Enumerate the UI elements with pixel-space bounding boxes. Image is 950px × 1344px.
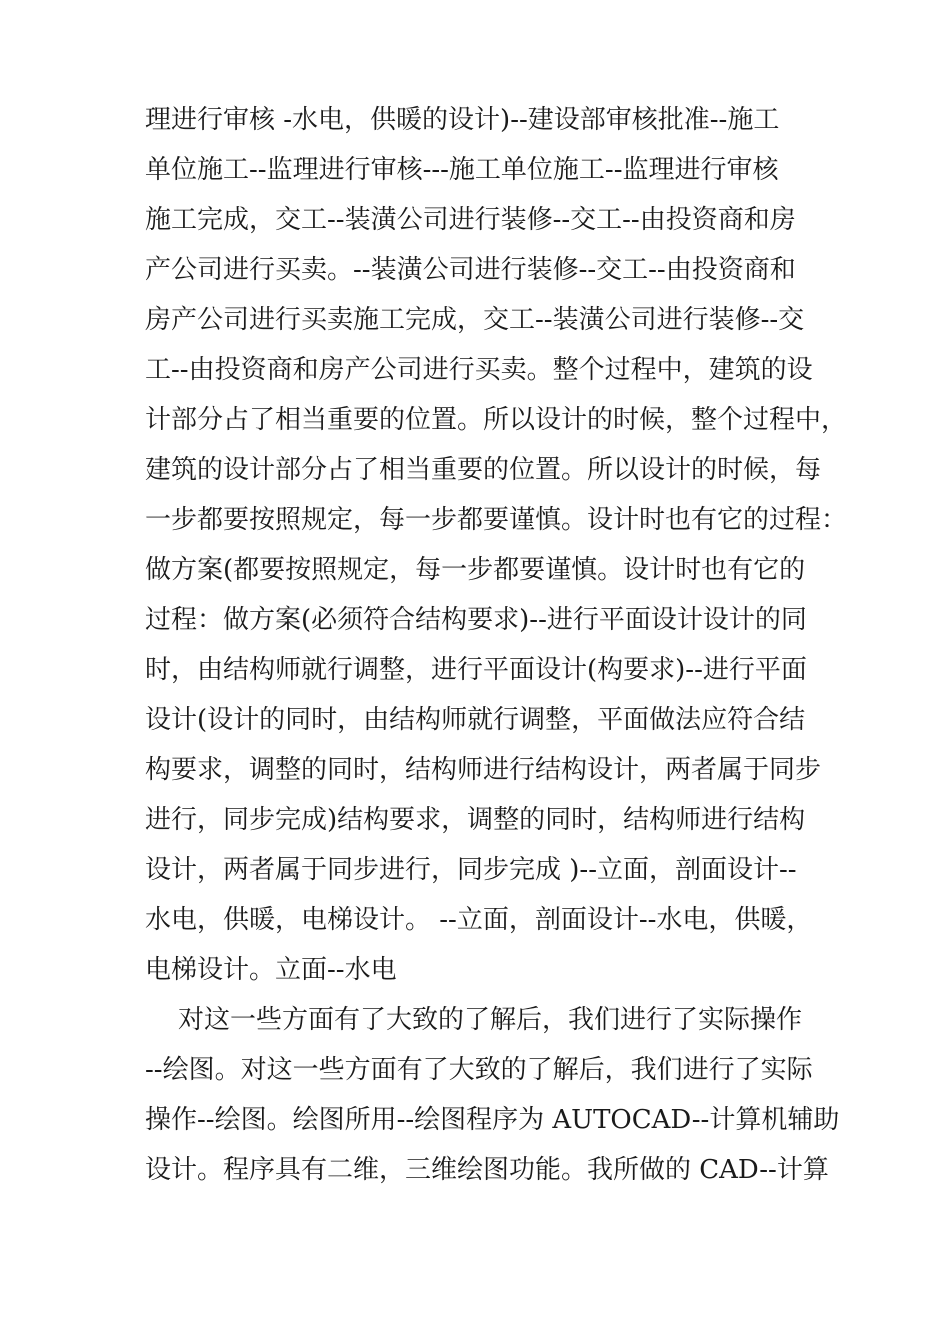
text-line: 建筑的设计部分占了相当重要的位置。所以设计的时候，每: [145, 455, 822, 485]
text-line: 进行，同步完成)结构要求，调整的同时，结构师进行结构: [145, 805, 806, 835]
text-line: 操作--绘图。绘图所用--绘图程序为 AUTOCAD--计算机辅助: [145, 1105, 840, 1135]
text-line: 做方案(都要按照规定，每一步都要谨慎。设计时也有它的: [145, 555, 806, 585]
text-line: --绘图。对这一些方面有了大致的了解后，我们进行了实际: [145, 1055, 813, 1085]
text-line: 产公司进行买卖。--装潢公司进行装修--交工--由投资商和: [145, 255, 796, 285]
text-line: 时，由结构师就行调整，进行平面设计(构要求)--进行平面: [145, 655, 807, 685]
text-line: 设计(设计的同时，由结构师就行调整，平面做法应符合结: [145, 705, 806, 735]
text-line: 工--由投资商和房产公司进行买卖。整个过程中，建筑的设: [145, 355, 813, 385]
text-line: 一步都要按照规定，每一步都要谨慎。设计时也有它的过程：: [145, 505, 848, 535]
text-line: 施工完成，交工--装潢公司进行装修--交工--由投资商和房: [145, 205, 796, 235]
text-line: 过程：做方案(必须符合结构要求)--进行平面设计设计的同: [145, 605, 807, 635]
text-line: 单位施工--监理进行审核---施工单位施工--监理进行审核: [145, 155, 779, 185]
text-line: 对这一些方面有了大致的了解后，我们进行了实际操作: [145, 1005, 803, 1035]
text-line: 设计，两者属于同步进行，同步完成 )--立面，剖面设计--: [145, 855, 797, 885]
text-line: 水电，供暖，电梯设计。 --立面，剖面设计--水电，供暖，: [145, 905, 813, 935]
text-line: 电梯设计。立面--水电: [145, 955, 397, 985]
text-line: 计部分占了相当重要的位置。所以设计的时候，整个过程中，: [145, 405, 848, 435]
text-line: 设计。程序具有二维，三维绘图功能。我所做的 CAD--计算: [145, 1155, 829, 1185]
text-line: 构要求，调整的同时，结构师进行结构设计，两者属于同步: [145, 755, 822, 785]
text-line: 房产公司进行买卖施工完成，交工--装潢公司进行装修--交: [145, 305, 805, 335]
text-line: 理进行审核 -水电，供暖的设计)--建设部审核批准--施工: [145, 105, 780, 135]
